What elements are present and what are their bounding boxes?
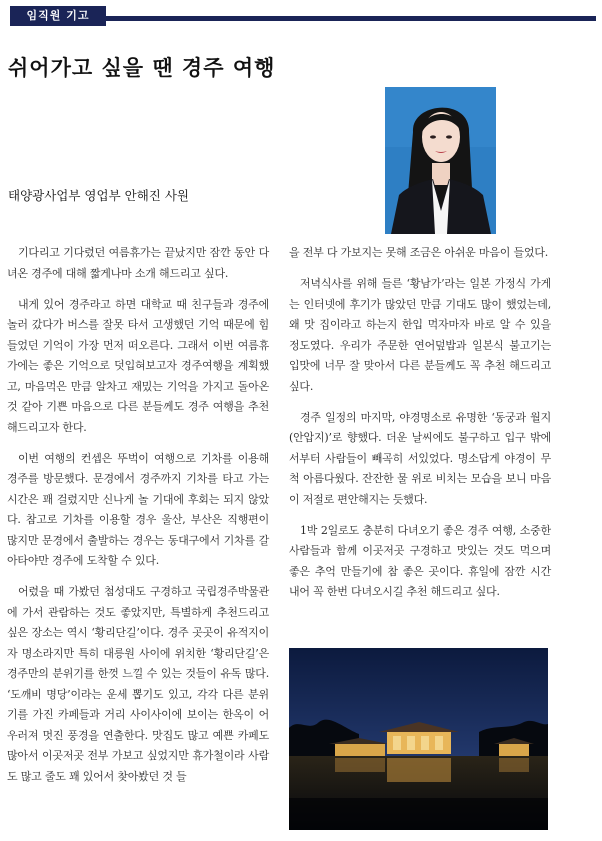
paragraph: 저녁식사를 위해 들른 ‘황남가’라는 일본 가정식 가게는 인터넷에 후기가 많았던 만큼 기대도 많이 했었는데, 왜 맛 집이라고 하는지 한입 먹자마자 바로 알 수 있을 정도였다. 우리가 주문한 연어덮밥과 일본식 불고기는 입맛에 너무 잘 맞아서 다른 분들께도 꼭 추천 해드리고 싶다. <box>289 277 551 393</box>
paragraph: 경주 일정의 마지막, 야경명소로 유명한 ‘동궁과 월지(안압지)’로 향했다. 더운 날씨에도 불구하고 입구 밖에서부터 사람들이 빼곡히 서있었다. 명소답게 야경이 무척 아름다웠다. 잔잔한 물 위로 비치는 모습을 보니 마음이 저절로 편안해지는 듯했다. <box>289 410 551 506</box>
article-title: 쉬어가고 싶을 땐 경주 여행 <box>8 56 276 80</box>
header-rule <box>106 16 596 21</box>
section-header <box>10 6 596 26</box>
paragraph: 어렸을 때 가봤던 첨성대도 구경하고 국립경주박물관에 가서 관람하는 것도 좋았지만, 특별하게 추천드리고 싶은 장소는 역시 ‘황리단길’이다. 경주 곳곳이 유적지이자 명소라지만 특히 대릉원 사이에 위치한 ‘황리단길’은 경주만의 분위기를 한껏 느낄 수 있는 것들이 유독 많다. ‘도깨비 명당’이라는 운세 뽑기도 있고, 각각 다른 분위기를 가진 카페들과 거리 사이사이에 보이는 한옥이 어우러져 멋진 풍경을 연출한다. 맛집도 많고 예쁜 카페도 많아서 이곳저곳 전부 가보고 싶었지만 휴가철이라 사람도 많고 줄도 꽤 있어서 찾아봤던 것 들 <box>7 585 269 783</box>
night-view-photo <box>289 648 548 830</box>
author-portrait <box>385 87 496 234</box>
left-column <box>7 243 269 798</box>
paragraph: 내게 있어 경주라고 하면 대학교 때 친구들과 경주에 놀러 갔다가 버스를 잘못 타서 고생했던 기억 때문에 힘들었던 기억이 가장 먼저 떠오른다. 그래서 이번 여름휴가에는 좋은 기억으로 덧입혀보고자 경주여행을 계획했고, 마음먹은 만큼 알차고 재밌는 기억을 가지고 돌아온 것 같아 기쁜 마음으로 다른 분들께도 경주 여행을 추천해드리고자 한다. <box>7 297 269 434</box>
section-tag: 임직원 기고 <box>10 6 106 26</box>
paragraph: 기다리고 기다렸던 여름휴가는 끝났지만 잠깐 동안 다녀온 경주에 대해 짧게나마 소개 해드리고 싶다. <box>7 246 269 280</box>
author-byline: 태양광사업부 영업부 안해진 사원 <box>8 188 189 203</box>
paragraph: 이번 여행의 컨셉은 뚜벅이 여행으로 기차를 이용해 경주를 방문했다. 문경에서 경주까지 기차를 타고 가는 시간은 꽤 걸렸지만 신나게 놀 기대에 후회는 되지 않았다. 참고로 기차를 이용할 경우 울산, 부산은 직행편이 많지만 문경에서 출발하는 경우는 동대구에서 기차를 갈아타야만 경주에 도착할 수 있다. <box>7 451 269 567</box>
right-column <box>289 243 551 613</box>
paragraph: 을 전부 다 가보지는 못해 조금은 아쉬운 마음이 들었다. <box>289 246 549 259</box>
paragraph: 1박 2일로도 충분히 다녀오기 좋은 경주 여행, 소중한 사람들과 함께 이곳저곳 구경하고 맛있는 것도 먹으며 좋은 추억 만들기에 참 좋은 곳이다. 휴일에 잠깐 시간 내어 꼭 한번 다녀오시길 추천 해드리고 싶다. <box>289 523 551 598</box>
